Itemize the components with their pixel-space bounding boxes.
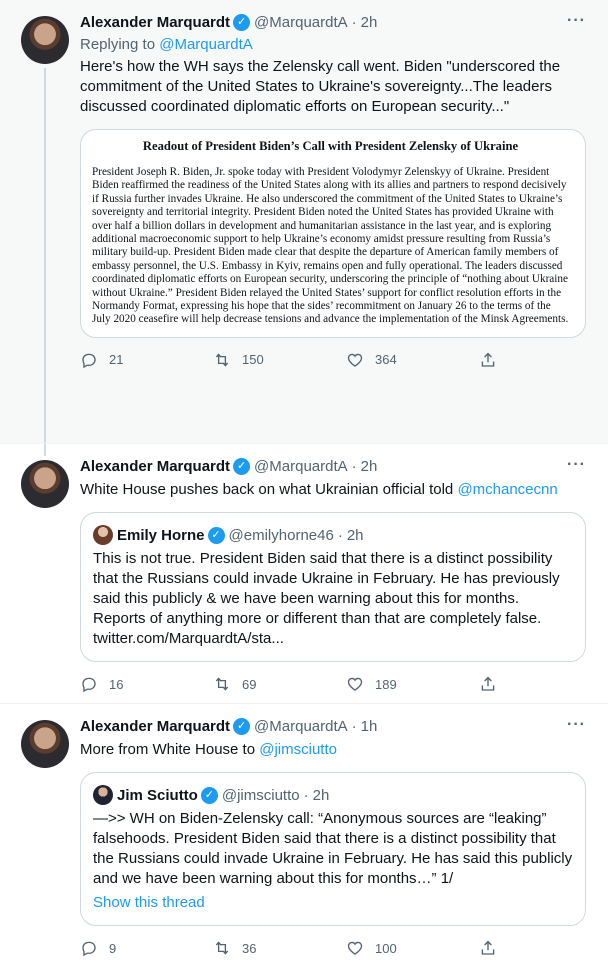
timestamp[interactable]: 2h [360, 457, 378, 475]
attached-image[interactable] [80, 129, 586, 338]
retweet-count: 150 [242, 352, 264, 368]
reply-icon [80, 351, 98, 369]
verified-icon: ✓ [233, 718, 250, 735]
retweet-icon [213, 939, 231, 957]
tweet-text [80, 740, 580, 760]
author-name[interactable]: Alexander Marquardt [80, 457, 231, 475]
tweet-actions [80, 938, 592, 958]
verified-icon: ✓ [208, 527, 225, 544]
thread-line [44, 444, 46, 456]
like-icon [346, 675, 364, 693]
like-count: 100 [375, 940, 397, 956]
tweet-1[interactable] [0, 0, 608, 444]
avatar[interactable] [21, 460, 69, 508]
quote-author-handle: @jimsciutto [221, 786, 300, 804]
quote-avatar [93, 785, 113, 805]
tweet-header [80, 456, 592, 476]
reply-icon [80, 939, 98, 957]
like-button[interactable] [346, 939, 479, 957]
tweet-header [80, 716, 592, 736]
retweet-count: 36 [242, 940, 257, 956]
author-name[interactable]: Alexander Marquardt [80, 717, 231, 735]
quote-timestamp: 2h [312, 786, 330, 804]
tweet-3[interactable] [0, 704, 608, 973]
show-thread-link[interactable]: Show this thread [93, 894, 205, 911]
retweet-button[interactable] [213, 351, 346, 369]
author-name[interactable]: Alexander Marquardt [80, 13, 231, 31]
retweet-button[interactable] [213, 939, 346, 957]
like-button[interactable] [346, 675, 479, 693]
reply-count: 16 [109, 676, 124, 692]
separator-dot: · [337, 526, 343, 544]
tweet-text-body: More from White House to [80, 741, 260, 758]
verified-icon: ✓ [201, 787, 218, 804]
quote-text: This is not true. President Biden said that there is a distinct possibility that the Russians could invade Ukraine in February. He has previously said this publicly & we have been warning about this for months. Reports of anything more or different than that are completely false. twitter.com/MarquardtA/sta... [93, 550, 560, 647]
quote-author-name: Jim Sciutto [117, 786, 198, 804]
share-button[interactable] [479, 351, 509, 369]
tweet-actions [80, 350, 592, 370]
verified-icon: ✓ [233, 14, 250, 31]
tweet-text: Here's how the WH says the Zelensky call went. Biden "underscored the commitment of the United States to Ukraine's sovereignty...The leaders discussed coordinated diplomatic efforts on European security..." [80, 58, 561, 115]
thread-line [44, 68, 46, 444]
like-count: 364 [375, 352, 397, 368]
timestamp[interactable]: 1h [360, 717, 378, 735]
reply-button[interactable] [80, 351, 213, 369]
like-count: 189 [375, 676, 397, 692]
tweet-text [80, 480, 580, 500]
timestamp[interactable]: 2h [360, 13, 378, 31]
reply-icon [80, 675, 98, 693]
mention-link[interactable]: @mchancecnn [457, 481, 558, 498]
more-icon[interactable]: ··· [567, 12, 586, 29]
replying-to [80, 36, 592, 53]
share-icon [479, 939, 497, 957]
quote-timestamp: 2h [346, 526, 364, 544]
share-icon [479, 675, 497, 693]
quote-avatar [93, 525, 113, 545]
reply-button[interactable] [80, 939, 213, 957]
quote-header [93, 525, 573, 545]
share-icon [479, 351, 497, 369]
share-button[interactable] [479, 675, 509, 693]
image-title: Readout of President Biden’s Call with President Zelensky of Ukraine [142, 139, 519, 153]
avatar[interactable] [21, 16, 69, 64]
like-icon [346, 351, 364, 369]
tweet-2[interactable] [0, 444, 608, 704]
separator-dot: · [351, 457, 357, 475]
quote-author-handle: @emilyhorne46 [228, 526, 334, 544]
more-icon[interactable]: ··· [567, 456, 586, 473]
avatar[interactable] [21, 720, 69, 768]
author-handle[interactable]: @MarquardtA [254, 457, 348, 475]
quote-author-name: Emily Horne [117, 526, 205, 544]
author-handle[interactable]: @MarquardtA [254, 13, 348, 31]
replying-to-link[interactable]: @MarquardtA [159, 36, 253, 53]
more-icon[interactable]: ··· [567, 716, 586, 733]
mention-link[interactable]: @jimsciutto [259, 741, 337, 758]
retweet-icon [213, 675, 231, 693]
retweet-button[interactable] [213, 675, 346, 693]
tweet-text-body: White House pushes back on what Ukrainian official told [80, 481, 458, 498]
tweet-actions [80, 674, 592, 694]
replying-prefix: Replying to [80, 36, 160, 53]
quoted-tweet[interactable] [80, 772, 586, 926]
quote-header [93, 785, 573, 805]
share-button[interactable] [479, 939, 509, 957]
separator-dot: · [351, 13, 357, 31]
reply-button[interactable] [80, 675, 213, 693]
retweet-count: 69 [242, 676, 257, 692]
separator-dot: · [351, 717, 357, 735]
like-button[interactable] [346, 351, 479, 369]
reply-count: 21 [109, 352, 124, 368]
tweet-header [80, 12, 592, 32]
author-handle[interactable]: @MarquardtA [254, 717, 348, 735]
verified-icon: ✓ [233, 458, 250, 475]
separator-dot: · [303, 786, 309, 804]
quote-text: —>> WH on Biden-Zelensky call: “Anonymous sources are “leaking” falsehoods. President Biden said that there is a distinct possibility that the Russians could invade Ukraine in February. He has said this publicly and we have been warning about this for months…” 1/ [93, 810, 573, 887]
reply-count: 9 [109, 940, 117, 956]
retweet-icon [213, 351, 231, 369]
like-icon [346, 939, 364, 957]
image-body: President Joseph R. Biden, Jr. spoke today with President Volodymyr Zelenskyy of Ukraine. President Biden reaffirmed the readiness of the United States along with its allies and partners to respond decisively if Russia further invades Ukraine. He also underscored the commitment of the United States to Ukraine’s sovereignty and territorial integrity. President Biden noted the United States has provided Ukraine with over half a billion dollars in development and humanitarian assistance in the last year, and is exploring additional macroeconomic support to help Ukraine’s economy amidst pressure resulting from Russia’s military build-up. President Biden made clear that despite the departure of American family members of embassy personnel, the U.S. Embassy in Kyiv, remains open and fully operational. The leaders discussed coordinated diplomatic efforts on European security, underscoring the principle of “nothing about Ukraine without Ukraine.” President Biden relayed the United States’ support for conflict resolution efforts in the Normandy Format, expressing his hope that the sides’ recommitment on January 26 to the terms of the July 2020 ceasefire will help decrease tensions and advance the implementation of the Minsk Agreements. [92, 166, 569, 326]
quoted-tweet[interactable] [80, 512, 586, 662]
